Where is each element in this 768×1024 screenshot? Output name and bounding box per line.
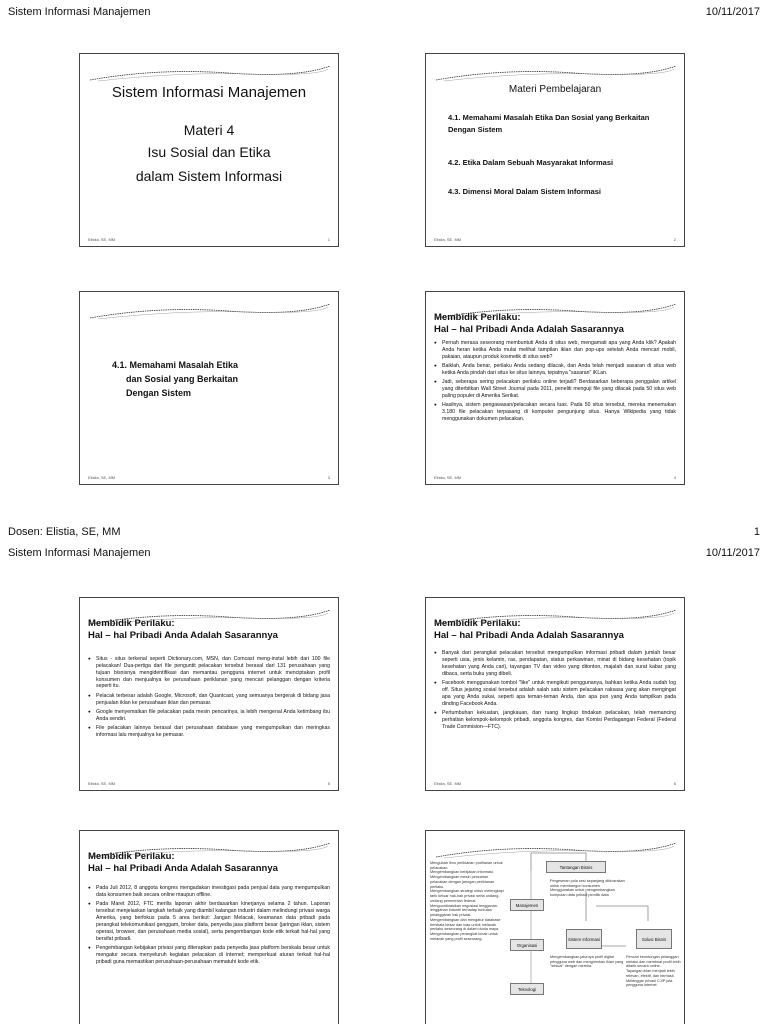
footer-author: Dosen: Elistia, SE, MM [8,526,121,538]
business-challenges-box: Tantangan Bisnis [546,861,606,873]
list-item: ● Pengembangan kebijakan privasi yang diterapkan pada penyedia jasa platform berskala besar untuk mengatur secara menyeluruh kegiatan pelacakan di internet; memperkuat aturan terkait hal-hal pribadi guna memastikan perusahaan-perusahaan mematuhi kode etik. [88,945,330,966]
list-item: ● File pelacakan lainnya berasal dari perusahaan database yang mengumpulkan dan meringkas informasi lalu menjualnya ke pemasar. [88,725,330,739]
slide-number: 5 [327,781,330,786]
slide-number: 3 [327,475,330,480]
note-line: Pencari keuntungan pelanggan melalui dan membuat profil lebih ditarik secara online. [626,955,681,969]
list-item: ● Google menyematkan file pelacakan pada mesin pencarinya, ia lebih mengenal Anda ketimbang ibu Anda sendiri. [88,709,330,723]
left-notes [430,861,506,941]
list-item: ● Baiklah, Anda benar, perilaku Anda sedang dilacak, dan Anda telah menjadi sasaran di situs web ketika Anda pindah dari situs ke situs lainnya, tepatnya "sasaran" iKLan. [434,363,676,377]
list-item: ● Situs - situs terkenal seperti Dictionary.com, MSN, dan Comcast meng-instal lebih dari 100 file pelacakan! Dua-pertiga dari file penguntit pelacakan tersebut berasal dari 131 perusahaan yang tujuan bisnisnya mengidentifikasi dan memantau pengguna internet untuk menciptakan profil konsumen dan menjualnya ke perusahaan periklanan yang mencari pelanggan dengan kriteria seperti itu. [88,656,330,690]
slide-heading [434,618,676,642]
decorative-swoosh [88,302,332,322]
slide-footer [434,475,676,480]
list-item: ● Pada Maret 2012, FTC merilis laporan akhir berdasarkan kinerjanya selama 2 tahun. Laporan tersebut menjelaskan langkah terbaik yang diambil kalangan industri dalam melindungi privasi warga Amerika, yang berfokus pada 5 area berikut: Jangan Melacak, keamanan data pribadi pada perangkat telekomunikasi genggam, broker data, penyedia jasa platform besar (jaringan iklan, sistem operasi, browser, dan perusahaan media sosial), serta pengembangan kode etik terkait hal-hal yang bersifat pribadi. [88,901,330,942]
heading-line-2: Hal – hal Pribadi Anda Adalah Sasarannya [88,629,278,641]
slide-4 [425,291,685,485]
heading-line-1: Membidik Perilaku: [434,618,521,629]
slide-heading [88,618,330,642]
heading-line-2: Hal – hal Pribadi Anda Adalah Sasarannya [88,862,278,874]
note-line: Mengembangkan mesin pencarian pelacakan dengan jaringan periklanan perilaku. [430,875,495,889]
note-line: Mengubah ilmu periklanan profilanan untuk pelacakan. [430,861,503,870]
list-item: ● Banyak dari perangkat pelacakan tersebut mengumpulkan informasi pribadi dalam jumlah besar seperti usia, jenis kelamin, ras, pendapatan, status perkawinan, minat di bidang kesehatan (topik kesehatan yang Anda cari), tayangan TV dan video yang ditonton, majalah dan surat kabar yang dibaca, serta buku yang dibeli. [434,650,676,677]
slide-heading [434,312,676,336]
slide-text-3: Dengan Sistem [126,388,192,398]
slide-heading [88,851,330,875]
slide-author: Elistia, SE, MM [434,781,462,786]
management-box: Manajemen [510,899,544,911]
note-line: Menggunakan untuk mengembangkan kumpulan data pribadi pemilik data [550,888,615,898]
middle-notes [550,879,630,898]
heading-line-1: Membidik Perilaku: [434,312,521,323]
list-item: ● Pada Juli 2012, 8 anggota kongres mengadakan investigasi pada penjual data yang mengumpulkan data konsumen baik secara online maupun offline. [88,885,330,899]
slide-author: Elistia, SE, MM [434,237,462,242]
slide-1 [79,53,339,247]
list-item: ● Jadi, seberapa sering pelacakan perilaku online terjadi? Berdasarkan beberapa penggalan artikel yang diterbitkan Wall Street Journal pada 2011, peneliti menguji file yang dilacak pada 50 situs web paling populer di Amerika Serikat. [434,379,676,400]
bullet-list [434,650,676,733]
slide-subtitle-3: dalam Sistem Informasi [135,168,283,184]
slide-item-3: 4.3. Dimensi Moral Dalam Sistem Informasi [448,187,601,196]
note-line: Mengembangkan kebijakan informasi. [430,870,494,875]
slide-footer [88,781,330,786]
slide-footer [88,237,330,242]
note-line: Mengembangkan perangkat lunak untuk melacak yang profil seseorang. [430,932,498,941]
slide-author: Elistia, SE, MM [88,781,116,786]
slide-number: 1 [327,237,330,242]
slide-6 [425,597,685,791]
heading-line-1: Membidik Perilaku: [88,851,175,862]
header-date: 10/11/2017 [705,6,760,18]
list-item: ● Pelacak terbesar adalah Google, Microsoft, dan Quantcast, yang semuanya bergerak di bidang jasa penjualan iklan ke perusahaan iklan dan pemasar. [88,693,330,707]
slide-text-1: 4.1. Memahami Masalah Etika [112,360,239,370]
information-system-box: Sistem Informasi [566,929,602,949]
header-title: Sistem Informasi Manajemen [8,547,151,559]
note-line: Pergeseran pola sesi sepanjang dibicarakan untuk membangun konsumen [550,879,625,888]
list-item: ● Pernah merasa seseorang membuntuti Anda di situs web, mengamati apa yang Anda klik? Apakah Anda heran ketika Anda mulai melihat tampilan iklan dan pop-ups setelah Anda mencari mobil, pakaian, ataupun produk kosmetik di situs web? [434,340,676,361]
slide-author: Elistia, SE, MM [88,475,116,480]
header-date: 10/11/2017 [705,547,760,559]
slide-5 [79,597,339,791]
slide-number: 2 [673,237,676,242]
slide-2 [425,53,685,247]
slide-footer [434,237,676,242]
page-header [8,545,760,561]
slide-author: Elistia, SE, MM [88,237,116,242]
slide-title: Sistem Informasi Manajemen [111,84,307,101]
slide-3 [79,291,339,485]
technology-box: Teknologi [510,983,544,995]
bullet-list [88,656,330,741]
bullet-list [434,340,676,425]
business-solutions-box: Solusi Bisnis [636,929,672,949]
right-notes [626,955,682,988]
organization-box: Organisasi [510,939,544,951]
note-line: Mengembangkan dan mengatur database berskala besar dan luas untuk melacak perilaku seseorang di dalam dunia maya. [430,917,501,932]
slide-author: Elistia, SE, MM [434,475,462,480]
heading-line-2: Hal – hal Pribadi Anda Adalah Sasarannya [434,629,624,641]
middle-notes-2 [550,955,630,969]
page-number: 1 [753,526,760,538]
heading-line-1: Membidik Perilaku: [88,618,175,629]
slide-footer [88,475,330,480]
slide-title: Materi Pembelajaran [508,84,602,95]
note-line: Mengembangkan strategi untuk melengkapi tarik keluar hak-hak privasi serta undang-undang pemerintah federal. [430,889,504,903]
list-item: ● Facebook menggunakan tombol "like" untuk mengikuti penggunanya, bahkan ketika Anda sudah log off. Situs jejaring sosial tersebut adalah salah satu sistem pelacakan raksasa yang akan mengingat apa yang Anda sukai, seperti apa teman-teman Anda, dan apa pun yang Anda tampilkan pada dinding Facebook Anda. [434,680,676,707]
slide-text-2: dan Sosial yang Berkaitan [126,374,239,384]
slide-subtitle-1: Materi 4 [183,122,235,138]
heading-line-2: Hal – hal Pribadi Anda Adalah Sasarannya [434,323,624,335]
decorative-swoosh [88,64,332,84]
page-footer [8,524,760,540]
slide-8 [425,830,685,1024]
note-line: Melanggar privasi CJIP juta pengguna internet [626,978,673,988]
note-line: Mengembangkan jalurnya profil digital pengguna web dan mengirimkan iklan yang "sesuai" dengan mereka. [550,955,624,969]
note-line: Tayangan iklan menjadi lebih relevan, efektif, dan berhasil. [626,969,675,978]
slide-subtitle-2: Isu Sosial dan Etika [147,144,271,160]
header-title: Sistem Informasi Manajemen [8,6,151,18]
slide-number: 4 [673,475,676,480]
slide-item-2: 4.2. Etika Dalam Sebuah Masyarakat Informasi [448,158,614,167]
slide-7 [79,830,339,1024]
decorative-swoosh [434,64,678,84]
page-header [8,4,760,20]
list-item: ● Pertumbuhan kekuatan, jangkauan, dan ruang lingkup tindakan pelacakan, telah memancing perhatian kelompok-kelompok pribadi, anggota kongres, dan Komisi Perdagangan Federal (Federal Trade Commision—FTC). [434,710,676,731]
slide-footer [434,781,676,786]
list-item: ● Hasilnya, sistem pengawasan/pelacakan secara luas. Pada 50 situs tersebut, mereka menemukan 3.180 file pelacakan terpasang di komputer pengunjung situs. Hanya Wikipedia yang tidak menggunakan dokumen pelacakan. [434,402,676,423]
slide-number: 6 [673,781,676,786]
bullet-list [88,885,330,968]
slide-item-1: 4.1. Memahami Masalah Etika Dan Sosial yang Berkaitan Dengan Sistem [448,113,650,135]
note-line: Mengoordinasikan negosiasi lengganan-lengganan industri terhadap tuntutan pelanggaran hak privasi. [430,903,499,918]
